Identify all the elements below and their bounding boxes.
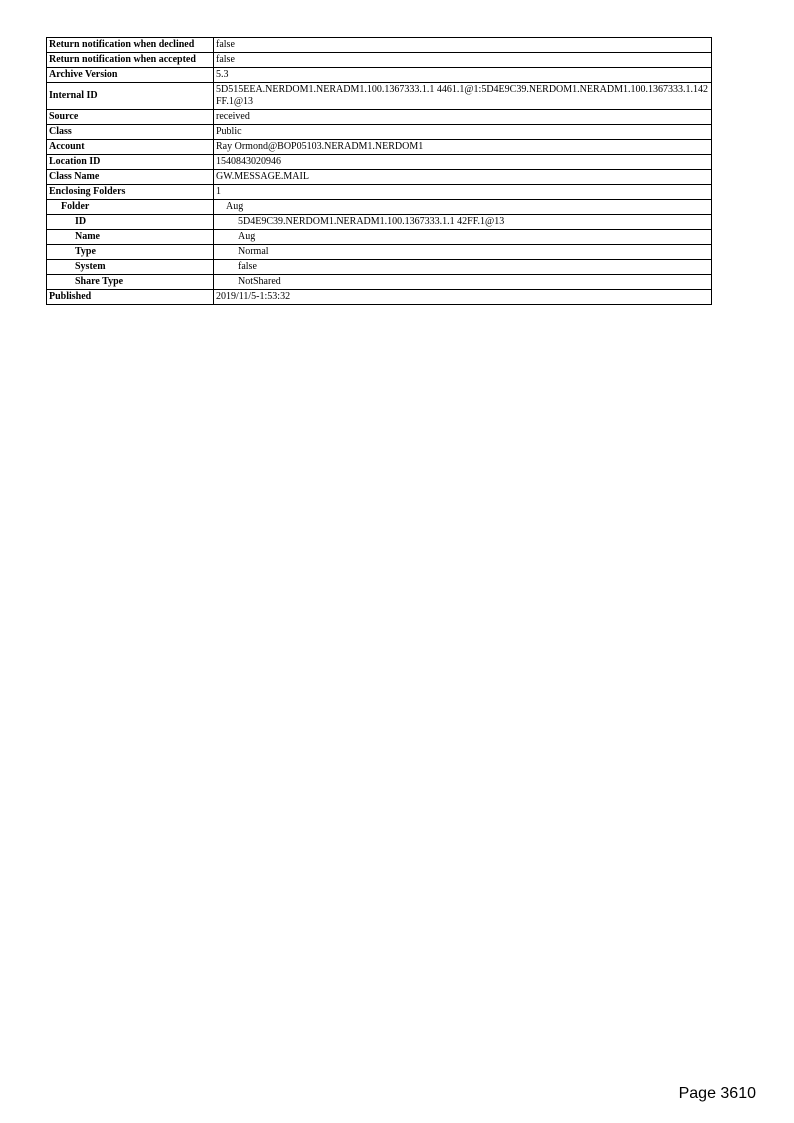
table-row <box>47 185 712 200</box>
property-label: Name <box>47 230 214 245</box>
property-label: Return notification when accepted <box>47 53 214 68</box>
table-row <box>47 140 712 155</box>
property-value: Aug <box>214 200 712 215</box>
table-row <box>47 290 712 305</box>
table-row <box>47 230 712 245</box>
page-number: Page 3610 <box>678 1085 756 1102</box>
table-row <box>47 275 712 290</box>
property-label: Internal ID <box>47 83 214 110</box>
property-label: System <box>47 260 214 275</box>
property-value: 5D515EEA.NERDOM1.NERADM1.100.1367333.1.1 4461.1@1:5D4E9C39.NERDOM1.NERADM1.100.1367333.1.142FF.1@13 <box>214 83 712 110</box>
table-row <box>47 110 712 125</box>
property-value: 5D4E9C39.NERDOM1.NERADM1.100.1367333.1.1 42FF.1@13 <box>214 215 712 230</box>
table-row <box>47 68 712 83</box>
table-row <box>47 83 712 110</box>
property-label: Share Type <box>47 275 214 290</box>
property-label: Folder <box>47 200 214 215</box>
table-row <box>47 200 712 215</box>
properties-table <box>46 37 712 305</box>
property-label: Type <box>47 245 214 260</box>
property-value: Aug <box>214 230 712 245</box>
table-row <box>47 155 712 170</box>
property-label: ID <box>47 215 214 230</box>
property-value: Normal <box>214 245 712 260</box>
property-value: false <box>214 53 712 68</box>
property-label: Archive Version <box>47 68 214 83</box>
property-label: Published <box>47 290 214 305</box>
property-label: Class Name <box>47 170 214 185</box>
property-value: 1540843020946 <box>214 155 712 170</box>
property-label: Class <box>47 125 214 140</box>
property-value: 5.3 <box>214 68 712 83</box>
property-value: Public <box>214 125 712 140</box>
property-value: Ray Ormond@BOP05103.NERADM1.NERDOM1 <box>214 140 712 155</box>
table-row <box>47 38 712 53</box>
property-label: Source <box>47 110 214 125</box>
property-label: Enclosing Folders <box>47 185 214 200</box>
table-row <box>47 245 712 260</box>
property-value: NotShared <box>214 275 712 290</box>
table-row <box>47 170 712 185</box>
property-value: received <box>214 110 712 125</box>
table-row <box>47 125 712 140</box>
table-row <box>47 260 712 275</box>
property-value: false <box>214 260 712 275</box>
table-row <box>47 53 712 68</box>
property-label: Return notification when declined <box>47 38 214 53</box>
property-value: GW.MESSAGE.MAIL <box>214 170 712 185</box>
table-row <box>47 215 712 230</box>
property-label: Account <box>47 140 214 155</box>
property-value: 1 <box>214 185 712 200</box>
property-value: 2019/11/5-1:53:32 <box>214 290 712 305</box>
property-label: Location ID <box>47 155 214 170</box>
property-value: false <box>214 38 712 53</box>
